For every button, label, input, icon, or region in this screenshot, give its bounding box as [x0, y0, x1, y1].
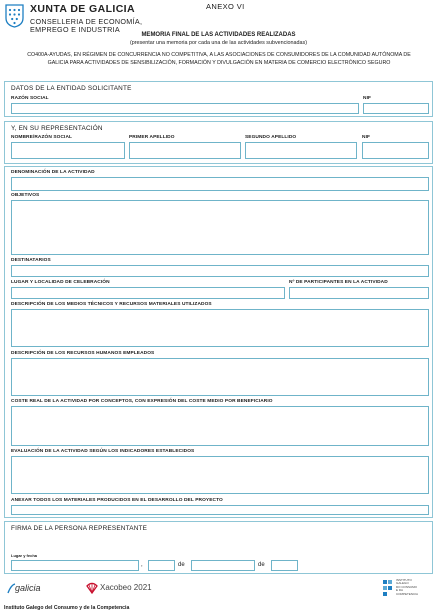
galicia-logo-text: galicia — [15, 583, 41, 593]
procedure-description — [14, 52, 424, 67]
signature-section — [4, 521, 433, 574]
applicant-name-label: RAZÓN SOCIAL — [11, 96, 49, 101]
applicant-name-field[interactable] — [11, 103, 359, 114]
xacobeo-logo-text: Xacobeo 2021 — [100, 583, 152, 592]
signature-section-title: FIRMA DE LA PERSONA REPRESENTANTE — [11, 525, 148, 532]
objectives-label: OBJETIVOS — [11, 193, 40, 198]
human-resources-field[interactable] — [11, 358, 429, 396]
rep-name-label: NOMBRE/RAZÓN SOCIAL — [11, 135, 73, 140]
recipients-label: DESTINATARIOS — [11, 258, 51, 263]
department-line-1: CONSELLERIA DE ECONOMÍA, — [30, 17, 143, 26]
procedure-line-2: GALICIA PARA ACTIVIDADES DE SENSIBILIZACIÓN, FORMACIÓN Y DIVULGACIÓN EN MATERIA DE COMERCIO ELECTRÓNICO SEGURO — [47, 59, 391, 66]
rep-surname1-label: PRIMER APELLIDO — [129, 135, 175, 140]
evaluation-field[interactable] — [11, 456, 429, 494]
comma-separator: , — [141, 562, 143, 568]
objectives-field[interactable] — [11, 200, 429, 255]
igcc-line-3: DO CONSUMO — [396, 584, 417, 589]
activity-name-field[interactable] — [11, 177, 429, 191]
applicant-section — [4, 81, 433, 117]
human-resources-label: DESCRIPCIÓN DE LOS RECURSOS HUMANOS EMPLEADOS — [11, 351, 155, 356]
org-name: XUNTA DE GALICIA — [30, 3, 135, 15]
xacobeo-scallop-icon — [86, 582, 98, 594]
place-field[interactable] — [11, 287, 285, 299]
xacobeo-logo — [86, 582, 166, 596]
rep-nif-field[interactable] — [362, 142, 429, 159]
activity-section — [4, 166, 433, 518]
applicant-nif-field[interactable] — [363, 103, 429, 114]
igcc-line-5: COMPETENCIA — [396, 591, 419, 596]
signature-day-field[interactable] — [148, 560, 175, 571]
de-separator-2: de — [258, 562, 265, 568]
annex-label: ANEXO VI — [206, 2, 245, 11]
igcc-line-1: INSTITUTO — [396, 578, 412, 582]
igcc-squares-icon — [383, 579, 394, 597]
signature-year-field[interactable] — [271, 560, 298, 571]
participants-label: Nº DE PARTICIPANTES EN LA ACTIVIDAD — [289, 280, 388, 285]
igcc-logo — [383, 579, 433, 599]
evaluation-label: EVALUACIÓN DE LA ACTIVIDAD SEGÚN LOS INDICADORES ESTABLECIDOS — [11, 449, 195, 454]
de-separator-1: de — [178, 562, 185, 568]
applicant-nif-label: NIF — [363, 96, 372, 101]
annex-materials-label: ANEXAR TODOS LOS MATERIALES PRODUCIDOS EN EL DESARROLLO DEL PROYECTO — [11, 498, 223, 503]
representative-section-title: Y, EN SU REPRESENTACIÓN — [11, 125, 103, 132]
signature-month-field[interactable] — [191, 560, 255, 571]
signature-place-field[interactable] — [11, 560, 139, 571]
igcc-logo-text — [396, 579, 418, 596]
annex-materials-field[interactable] — [11, 505, 429, 515]
real-cost-field[interactable] — [11, 406, 429, 446]
document-title: MEMORIA FINAL DE LAS ACTIVIDADES REALIZADAS — [141, 32, 296, 38]
document-subtitle: (presentar una memoria por cada una de las actividades subvencionadas) — [129, 40, 308, 46]
technical-resources-field[interactable] — [11, 309, 429, 347]
procedure-line-1: CO400A-AYUDAS, EN RÉGIMEN DE CONCURRENCIA NO COMPETITIVA, A LAS ASOCIACIONES DE CONSUMIDORES DE LA COMUNIDAD AUTÓNOMA DE — [27, 52, 411, 58]
igcc-line-4: E DA — [396, 588, 404, 593]
rep-surname2-label: SEGUNDO APELLIDO — [245, 135, 297, 140]
rep-name-field[interactable] — [11, 142, 125, 159]
igcc-line-2: GALEGO — [396, 581, 409, 586]
technical-resources-label: DESCRIPCIÓN DE LOS MEDIOS TÉCNICOS Y RECURSOS MATERIALES UTILIZADOS — [11, 302, 212, 307]
real-cost-label: COSTE REAL DE LA ACTIVIDAD POR CONCEPTOS, CON EXPRESIÓN DEL COSTE MEDIO POR BENEFICIARIO — [11, 399, 273, 404]
participants-field[interactable] — [289, 287, 429, 299]
place-label: LUGAR Y LOCALIDAD DE CELEBRACIÓN — [11, 280, 110, 285]
department-line-2: EMPREGO E INDUSTRIA — [30, 25, 120, 35]
rep-surname1-field[interactable] — [129, 142, 241, 159]
rep-surname2-field[interactable] — [245, 142, 357, 159]
recipients-field[interactable] — [11, 265, 429, 277]
rep-nif-label: NIF — [362, 135, 371, 140]
institute-name: Instituto Galego del Consumo y de la Competencia — [4, 605, 130, 611]
galicia-logo — [6, 582, 50, 596]
representative-section — [4, 121, 433, 164]
galicia-shield-icon — [5, 4, 24, 28]
activity-name-label: DENOMINACIÓN DE LA ACTIVIDAD — [11, 170, 95, 175]
place-date-label: Lugar y fecha — [11, 553, 38, 558]
applicant-section-title: DATOS DE LA ENTIDAD SOLICITANTE — [11, 85, 132, 92]
